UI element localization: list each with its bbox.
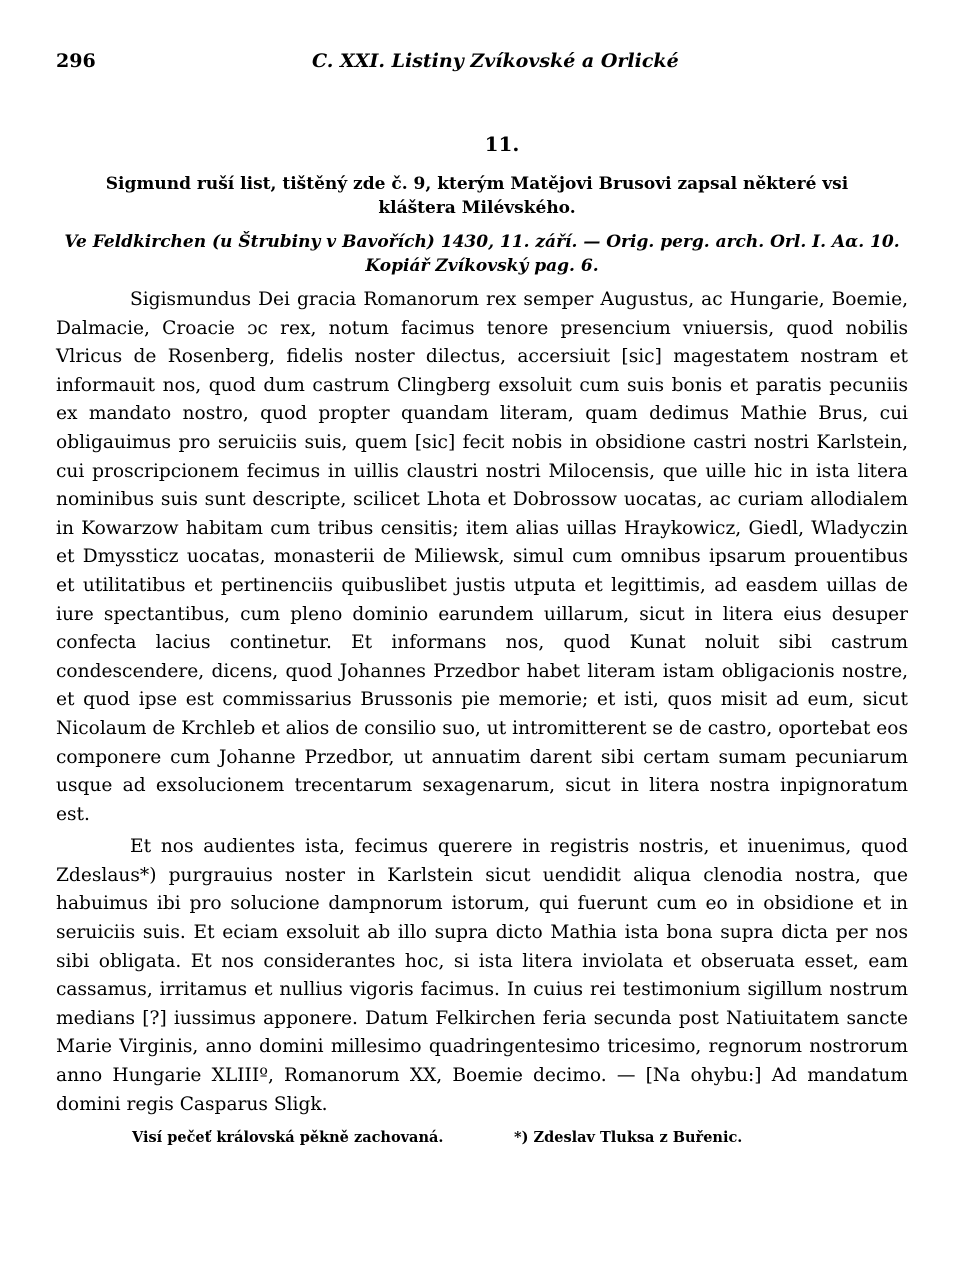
notes-line: [56, 1129, 908, 1155]
document-number: 11.: [484, 132, 520, 156]
dating-source-line: [56, 230, 908, 278]
footnote: *) Zdeslav Tluksa z Buřenic.: [514, 1129, 743, 1147]
book-page: [56, 44, 908, 1155]
page-number: 296: [56, 50, 96, 72]
seal-note: Visí pečeť královská pěkně zachovaná.: [132, 1129, 444, 1147]
charter-paragraph-1: Sigismundus Dei gracia Romanorum rex semper Augustus, ac Hungarie, Boemie, Dalmacie, Croacie ɔc rex, notum facimus tenore presencium vniuersis, quod nobilis Vlricus de Rosenberg, fidelis noster dilectus, accersiuit [sic] magestatem nostram et informauit nos, quod dum castrum Clingberg exsoluit cum suis bonis et paratis pecuniis ex mandato nostro, quod propter quandam literam, quam dedimus Mathie Brus, cui obligauimus pro seruiciis suis, quem [sic] fecit nobis in obsidione castri nostri Karlstein, cui proscripcionem fecimus in uillis claustri nostri Milocensis, que uille hic in ista litera nominibus suis sunt descripte, scilicet Lhota et Dobrossow uocatas, ac curiam allodialem in Kowarzow habitam cum tribus censitis; item alias uillas Hraykowicz, Giedl, Wladyczin et Dmyssticz uocatas, monasterii de Miliewsk, simul cum omnibus ipsarum prouentibus et utilitatibus et pertinenciis quibuslibet justis utputa et legittimis, ad easdem uillas de iure spectantibus, cum pleno dominio earundem uillarum, sicut in litera eius desuper confecta lacius continetur. Et informans nos, quod Kunat noluit sibi castrum condescendere, dicens, quod Johannes Przedbor habet literam istam obligacionis nostre, et quod ipse est commissarius Brussonis pie memorie; et isti, quos misit ad eum, sicut Nicolaum de Krchleb et alios de consilio suo, ut intromitterent se de castro, oportebat eos componere cum Johanne Przedbor, ut annuatim darent sibi certam sumam pecuniarum usque ad exsolucionem trecentarum sexagenarum, sicut in litera nostra inpignoratum est.: [56, 289, 908, 825]
running-title: C. XXI. Listiny Zvíkovské a Orlické: [312, 50, 679, 72]
running-head: [56, 44, 908, 78]
document-summary: Sigmund ruší list, tištěný zde č. 9, kterým Matějovi Brusovi zapsal některé vsi kláštera Milévského.: [105, 174, 849, 218]
dating-line-2: Kopiář Zvíkovský pag. 6.: [365, 256, 599, 276]
dating-line-1: Ve Feldkirchen (u Štrubiny v Bavořích) 1430, 11. září. — Orig. perg. arch. Orl. I. Aα. 10.: [64, 232, 900, 252]
charter-paragraph-2: Et nos audientes ista, fecimus querere in registris nostris, et inuenimus, quod Zdeslaus*) purgrauius noster in Karlstein sicut uendidit aliqua clenodia nostra, que habuimus ibi pro solucione dampnorum istorum, qui fuerunt cum eo in obsidione et in seruiciis suis. Et eciam exsoluit ab illo supra dicto Mathia ista bona supra dicta per nos sibi obligata. Et nos considerantes hoc, si ista litera inviolata et obseruata esset, eam cassamus, irritamus et nullius vigoris facimus. In cuius rei testimonium sigillum nostrum medians [?] iussimus apponere. Datum Felkirchen feria secunda post Natiuitatem sancte Marie Virginis, anno domini millesimo quadringentesimo tricesimo, regnorum nostrorum anno Hungarie XLIIIº, Romanorum XX, Boemie decimo. — [Na ohybu:] Ad mandatum domini regis Casparus Sligk.: [56, 836, 908, 1115]
